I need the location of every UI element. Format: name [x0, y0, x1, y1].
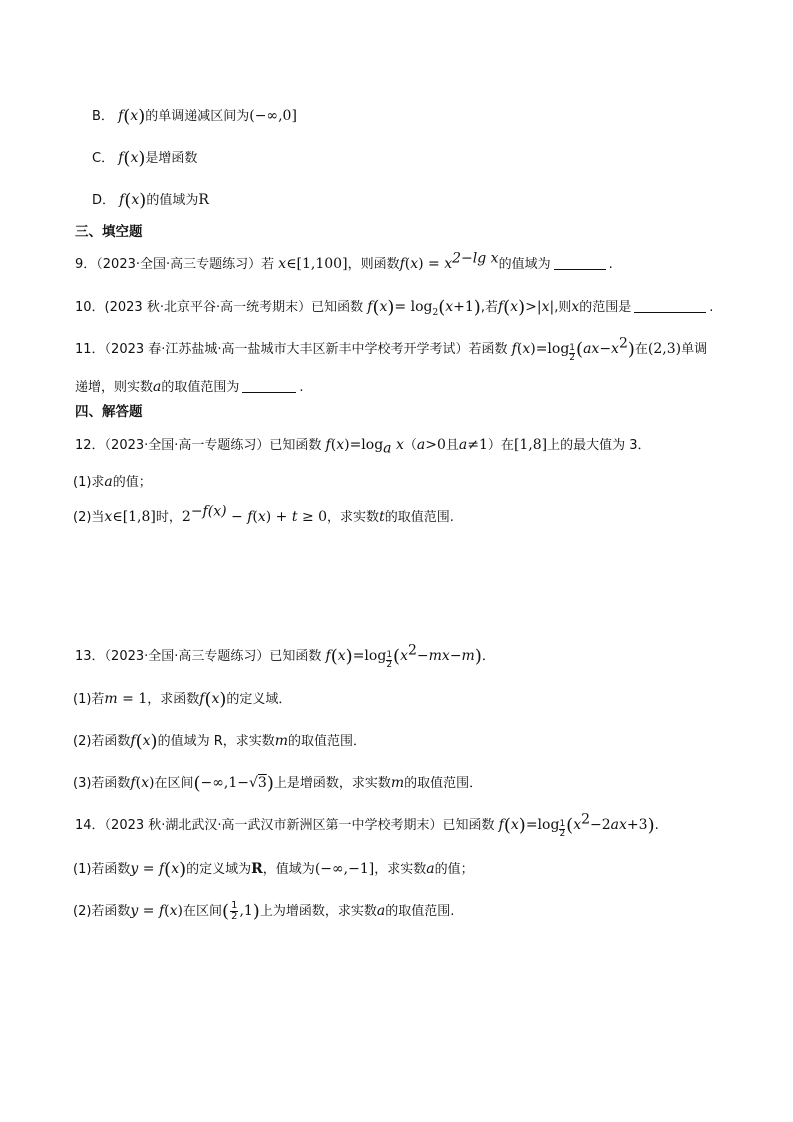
question-text: 的值； — [112, 475, 152, 490]
option-text: 的值域为 — [146, 193, 199, 208]
question-text: ，则函数 — [347, 257, 400, 272]
answer-blank[interactable] — [634, 311, 706, 313]
question-11-line2: 递增，则实数a的取值范围为 . — [75, 379, 304, 395]
question-number: 11． — [75, 342, 105, 357]
question-13-part1: (1)若m = 1，求函数f(x)的定义域． — [73, 689, 292, 710]
question-text: 的定义域为 — [186, 862, 252, 877]
question-text: (1)若 — [73, 692, 105, 707]
question-text: ，求函数 — [147, 692, 200, 707]
question-text: 在 — [634, 342, 648, 357]
question-text: 的取值范围． — [404, 776, 483, 791]
option-d: D． f(x)的值域为R — [92, 190, 209, 211]
question-text: ，求实数 — [327, 510, 380, 525]
question-source: （2023·全国·高三专题练习）若 — [96, 257, 275, 272]
question-source: （2023 秋·湖北武汉·高一武汉市新洲区第一中学校考期末）已知函数 — [104, 818, 495, 833]
answer-blank[interactable] — [242, 391, 296, 393]
question-13-part3: (3)若函数f(x)在区间(−∞,1−√3)上是增函数，求实数m的取值范围． — [73, 773, 483, 794]
question-number: 13． — [75, 649, 105, 664]
question-source: (2023 秋·北京平谷·高一统考期末）已知函数 — [104, 300, 364, 315]
option-b: B． f(x)的单调递减区间为(−∞,0] — [92, 106, 297, 127]
question-text: 的范围是 — [579, 300, 632, 315]
question-text: 上是增函数，求实数 — [273, 776, 391, 791]
question-13-part2: (2)若函数f(x)的值域为 R，求实数m的取值范围． — [73, 731, 367, 752]
question-13: 13．（2023·全国·高三专题练习）已知函数 f(x)=log $\frac{1}{2}(x^2-mx-m)$． — [75, 642, 495, 670]
question-text: ,若 — [480, 300, 498, 315]
question-text: ，值域为 — [262, 862, 315, 877]
question-text: (3)若函数 — [73, 776, 131, 791]
question-text: (2)若函数 — [73, 904, 131, 919]
question-source: （2023·全国·高一专题练习）已知函数 — [104, 438, 322, 453]
question-number: 14． — [75, 818, 105, 833]
question-text: ,则 — [554, 300, 572, 315]
math-interval: (−∞,0] — [249, 108, 297, 124]
section-heading-solve: 四、解答题 — [75, 404, 143, 420]
question-text: 的取值范围. — [385, 904, 455, 919]
math-fx: f — [119, 192, 125, 208]
option-label: D． — [92, 193, 116, 208]
math-range: R — [198, 192, 209, 208]
question-text: . — [299, 380, 304, 395]
question-9: 9．（2023·全国·高三专题练习）若 x∈[1,100]，则函数$f(x) = x^{2-lg x}$的值域为 . — [75, 250, 613, 272]
question-12-part2: (2)当x∈[1,8]时，$2^{-f(x)} - f(x) + t \ge 0$，求实数t的取值范围. — [73, 503, 454, 525]
option-label: B． — [92, 109, 114, 124]
question-text: 时， — [155, 510, 182, 525]
question-text: ，求实数 — [374, 862, 427, 877]
option-text: 是增函数 — [145, 151, 198, 166]
question-text: . — [608, 257, 613, 272]
question-14-part1: (1)若函数y = f(x)的定义域为R，值域为(−∞,−1]，求实数a的值； — [73, 859, 474, 880]
question-number: 10． — [75, 300, 105, 315]
question-number: 12． — [75, 438, 105, 453]
math-fx: f — [118, 108, 124, 124]
question-text: 上为增函数，求实数 — [259, 904, 377, 919]
question-text: (2)当 — [73, 510, 105, 525]
question-text: 上的最大值为 3． — [547, 438, 651, 453]
question-10: 10．(2023 秋·北京平谷·高一统考期末）已知函数 $f(x)= \log_2(x+1)$,若f(x)>|x|,则x的范围是 . — [75, 297, 714, 318]
answer-blank[interactable] — [554, 268, 606, 270]
math-fx: f — [118, 150, 124, 166]
question-text: 的值域为 — [498, 257, 551, 272]
option-text: 的单调递减区间为 — [145, 109, 250, 124]
question-text: 递增，则实数 — [75, 380, 154, 395]
question-12: 12．（2023·全国·高一专题练习）已知函数 $f(x)=\log_a$ x（a>0且a≠1）在[1,8]上的最大值为 3． — [75, 437, 651, 457]
question-14: 14．（2023 秋·湖北武汉·高一武汉市新洲区第一中学校考期末）已知函数 f(x)=log $\frac{1}{2}(x^2-2ax+3)$. — [75, 811, 659, 839]
question-text: ． — [481, 649, 495, 664]
option-label: C． — [92, 151, 115, 166]
question-source: （2023 春·江苏盐城·高一盐城市大丰区新丰中学校考开学考试）若函数 — [104, 342, 508, 357]
question-text: 的取值范围为 — [161, 380, 240, 395]
question-text: . — [709, 300, 714, 315]
question-text: (2)若函数 — [73, 734, 131, 749]
question-text: (1)求 — [73, 475, 105, 490]
question-11: 11．（2023 春·江苏盐城·高一盐城市大丰区新丰中学校考开学考试）若函数 f(x)=log $\frac{1}{2}(ax-x^2)$在(2,3)单调 — [75, 335, 708, 363]
section-heading-fill: 三、填空题 — [75, 224, 143, 240]
question-text: 的定义域． — [226, 692, 292, 707]
question-12-part1: (1)求a的值； — [73, 474, 152, 490]
question-text: 在区间 — [154, 776, 194, 791]
question-text: 在区间 — [183, 904, 223, 919]
question-text: 且 — [445, 438, 459, 453]
option-c: C． f(x)是增函数 — [92, 148, 198, 169]
question-text: 的取值范围. — [384, 510, 454, 525]
question-text: （ — [403, 438, 417, 453]
question-source: （2023·全国·高三专题练习）已知函数 — [104, 649, 322, 664]
question-text: ）在 — [487, 438, 514, 453]
question-text: . — [654, 818, 659, 833]
question-14-part2: (2)若函数y = f(x)在区间( $\frac{1}{2}$ ,1)上为增函数，求实数a的取值范围. — [73, 900, 455, 922]
question-text: (1)若函数 — [73, 862, 131, 877]
question-text: 的值； — [434, 862, 474, 877]
question-number: 9． — [75, 257, 97, 272]
question-text: 的取值范围． — [288, 734, 367, 749]
question-text: 的值域为 R，求实数 — [157, 734, 275, 749]
question-text: 单调 — [681, 342, 708, 357]
